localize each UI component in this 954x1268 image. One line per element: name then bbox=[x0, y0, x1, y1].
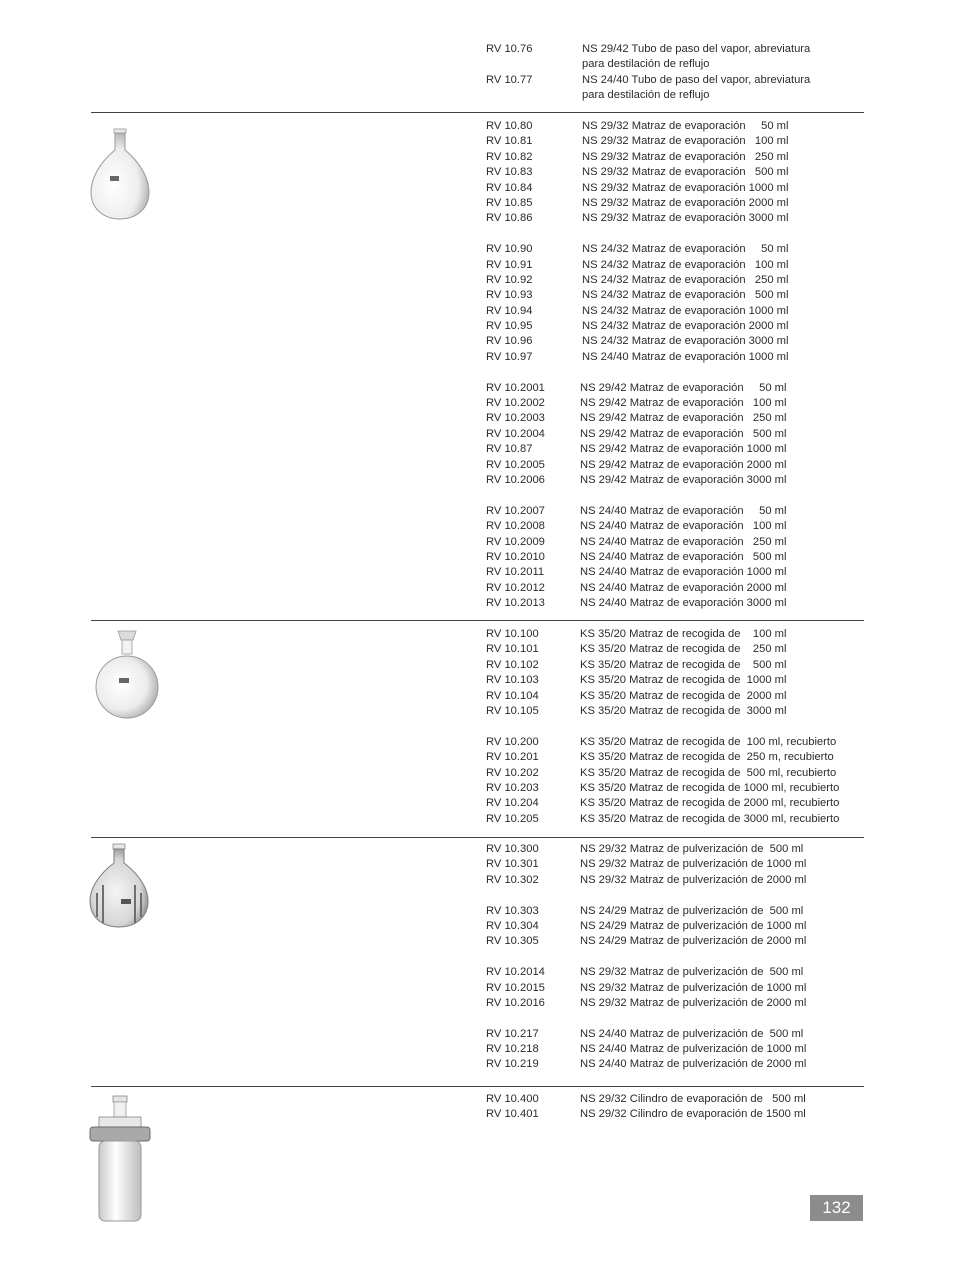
product-code: RV 10.302 bbox=[486, 873, 539, 886]
product-code: RV 10.91 bbox=[486, 258, 533, 271]
product-description: NS 29/42 Tubo de paso del vapor, abreviatura bbox=[582, 43, 811, 55]
product-row bbox=[486, 196, 866, 211]
group-spacer bbox=[486, 488, 866, 503]
product-code: RV 10.2013 bbox=[486, 597, 545, 610]
product-row bbox=[486, 965, 866, 980]
product-description: NS 24/40 Matraz de evaporación 250 ml bbox=[580, 535, 787, 548]
product-code: RV 10.305 bbox=[486, 935, 539, 948]
product-description: NS 29/42 Matraz de evaporación 100 ml bbox=[580, 397, 787, 410]
product-description: NS 24/40 Matraz de evaporación 3000 ml bbox=[580, 597, 787, 610]
product-row bbox=[486, 150, 866, 165]
product-row bbox=[486, 211, 866, 226]
product-description: KS 35/20 Matraz de recogida de 500 ml bbox=[580, 658, 787, 671]
product-description: NS 24/29 Matraz de pulverización de 1000 ml bbox=[580, 919, 807, 932]
product-description: NS 29/32 Matraz de evaporación 250 ml bbox=[582, 150, 789, 163]
divider bbox=[91, 112, 864, 113]
product-row bbox=[486, 258, 866, 273]
product-code: RV 10.205 bbox=[486, 812, 539, 825]
group-spacer bbox=[486, 1011, 866, 1026]
group-spacer bbox=[486, 227, 866, 242]
divider bbox=[91, 620, 864, 621]
product-description: NS 24/40 Matraz de evaporación 1000 ml bbox=[580, 566, 787, 579]
product-description: KS 35/20 Matraz de recogida de 3000 ml, recubierto bbox=[580, 812, 840, 825]
product-description: NS 29/42 Matraz de evaporación 1000 ml bbox=[580, 443, 787, 456]
product-code: RV 10.2001 bbox=[486, 381, 545, 394]
product-code: RV 10.95 bbox=[486, 320, 533, 333]
product-description: NS 29/32 Matraz de evaporación 2000 ml bbox=[582, 196, 789, 209]
product-row bbox=[486, 857, 866, 872]
product-description: para destilación de reflujo bbox=[582, 58, 710, 71]
product-code: RV 10.81 bbox=[486, 135, 533, 148]
product-row bbox=[486, 42, 866, 57]
product-row bbox=[486, 242, 866, 257]
product-row bbox=[486, 535, 866, 550]
product-row bbox=[486, 934, 866, 949]
product-row bbox=[486, 411, 866, 426]
product-code: RV 10.102 bbox=[486, 658, 539, 671]
product-list bbox=[486, 1092, 866, 1123]
product-description: NS 24/29 Matraz de pulverización de 500 ml bbox=[580, 904, 804, 917]
product-row bbox=[486, 689, 866, 704]
product-description: NS 24/32 Matraz de evaporación 2000 ml bbox=[582, 320, 789, 333]
product-row bbox=[486, 88, 866, 103]
product-row bbox=[486, 1057, 866, 1072]
product-code: RV 10.201 bbox=[486, 751, 539, 764]
product-row bbox=[486, 334, 866, 349]
powder-flask-icon bbox=[88, 843, 152, 934]
product-code: RV 10.105 bbox=[486, 704, 539, 717]
product-code: RV 10.200 bbox=[486, 735, 539, 748]
product-code: RV 10.84 bbox=[486, 181, 533, 194]
product-code: RV 10.85 bbox=[486, 196, 533, 209]
product-row bbox=[486, 873, 866, 888]
product-code: RV 10.401 bbox=[486, 1108, 539, 1121]
product-code: RV 10.94 bbox=[486, 304, 533, 317]
product-code: RV 10.2015 bbox=[486, 981, 545, 994]
product-description: NS 29/42 Matraz de evaporación 3000 ml bbox=[580, 473, 787, 486]
product-row bbox=[486, 165, 866, 180]
product-row bbox=[486, 519, 866, 534]
product-code: RV 10.83 bbox=[486, 166, 533, 179]
product-code: RV 10.104 bbox=[486, 689, 539, 702]
product-row bbox=[486, 442, 866, 457]
product-description: NS 24/32 Matraz de evaporación 1000 ml bbox=[582, 304, 789, 317]
product-code: RV 10.90 bbox=[486, 243, 533, 256]
product-code: RV 10.97 bbox=[486, 350, 533, 363]
product-code: RV 10.80 bbox=[486, 120, 533, 132]
product-code: RV 10.218 bbox=[486, 1043, 539, 1056]
group-spacer bbox=[486, 950, 866, 965]
product-code: RV 10.2007 bbox=[486, 504, 545, 517]
product-row bbox=[486, 658, 866, 673]
product-code: RV 10.77 bbox=[486, 73, 533, 86]
product-row bbox=[486, 981, 866, 996]
product-description: KS 35/20 Matraz de recogida de 500 ml, recubierto bbox=[580, 766, 837, 779]
product-code: RV 10.2009 bbox=[486, 535, 545, 548]
product-code: RV 10.86 bbox=[486, 212, 533, 225]
product-row bbox=[486, 735, 866, 750]
product-code: RV 10.219 bbox=[486, 1058, 539, 1071]
product-description: NS 29/42 Matraz de evaporación 250 ml bbox=[580, 412, 787, 425]
product-description: KS 35/20 Matraz de recogida de 3000 ml bbox=[580, 704, 787, 717]
product-description: NS 24/40 Matraz de pulverización de 1000 ml bbox=[580, 1043, 807, 1056]
product-description: NS 29/32 Matraz de evaporación 100 ml bbox=[582, 135, 789, 148]
product-code: RV 10.203 bbox=[486, 781, 539, 794]
product-description: KS 35/20 Matraz de recogida de 100 ml bbox=[580, 628, 787, 640]
product-description: NS 29/32 Matraz de evaporación 3000 ml bbox=[582, 212, 789, 225]
product-row bbox=[486, 565, 866, 580]
product-code: RV 10.2010 bbox=[486, 550, 545, 563]
product-row bbox=[486, 1092, 866, 1107]
product-list bbox=[486, 627, 866, 827]
product-code: RV 10.2011 bbox=[486, 566, 545, 579]
product-description: NS 29/32 Matraz de pulverización de 500 ml bbox=[580, 966, 804, 979]
product-description: NS 29/32 Matraz de pulverización de 2000 ml bbox=[580, 996, 807, 1009]
product-row bbox=[486, 288, 866, 303]
product-code: RV 10.2002 bbox=[486, 397, 545, 410]
product-description: NS 24/40 Matraz de evaporación 500 ml bbox=[580, 550, 787, 563]
receiving-flask-icon bbox=[94, 630, 160, 729]
product-row bbox=[486, 919, 866, 934]
group-spacer bbox=[486, 365, 866, 380]
evaporating-flask-icon bbox=[88, 128, 152, 227]
product-description: NS 24/32 Matraz de evaporación 3000 ml bbox=[582, 335, 789, 348]
product-code: RV 10.2012 bbox=[486, 581, 545, 594]
product-code: RV 10.303 bbox=[486, 904, 539, 917]
product-row bbox=[486, 57, 866, 72]
product-row bbox=[486, 781, 866, 796]
product-description: NS 24/40 Tubo de paso del vapor, abreviatura bbox=[582, 73, 811, 86]
product-row bbox=[486, 996, 866, 1011]
product-description: para destilación de reflujo bbox=[582, 89, 710, 102]
group-spacer bbox=[486, 888, 866, 903]
product-code: RV 10.2008 bbox=[486, 520, 545, 533]
product-row bbox=[486, 904, 866, 919]
product-code: RV 10.202 bbox=[486, 766, 539, 779]
product-list bbox=[486, 842, 866, 1073]
product-code: RV 10.103 bbox=[486, 674, 539, 687]
product-description: NS 24/32 Matraz de evaporación 500 ml bbox=[582, 289, 789, 302]
product-row bbox=[486, 766, 866, 781]
product-row bbox=[486, 473, 866, 488]
product-code: RV 10.76 bbox=[486, 43, 533, 55]
product-code: RV 10.2006 bbox=[486, 473, 545, 486]
product-description: KS 35/20 Matraz de recogida de 2000 ml bbox=[580, 689, 787, 702]
product-row bbox=[486, 1042, 866, 1057]
product-code: RV 10.304 bbox=[486, 919, 539, 932]
product-code: RV 10.2014 bbox=[486, 966, 545, 979]
product-code: RV 10.2004 bbox=[486, 427, 545, 440]
product-description: KS 35/20 Matraz de recogida de 1000 ml, recubierto bbox=[580, 781, 840, 794]
product-row bbox=[486, 704, 866, 719]
product-row bbox=[486, 1107, 866, 1122]
product-row bbox=[486, 504, 866, 519]
product-code: RV 10.2003 bbox=[486, 412, 545, 425]
product-description: NS 24/32 Matraz de evaporación 50 ml bbox=[582, 243, 789, 256]
product-code: RV 10.100 bbox=[486, 628, 539, 640]
product-row bbox=[486, 381, 866, 396]
product-description: KS 35/20 Matraz de recogida de 250 ml bbox=[580, 643, 787, 656]
product-description: NS 24/40 Matraz de evaporación 50 ml bbox=[580, 504, 787, 517]
product-code: RV 10.2016 bbox=[486, 996, 545, 1009]
product-code: RV 10.400 bbox=[486, 1093, 539, 1105]
product-code: RV 10.101 bbox=[486, 643, 539, 656]
product-row bbox=[486, 73, 866, 88]
product-row bbox=[486, 119, 866, 134]
product-row bbox=[486, 596, 866, 611]
product-description: NS 24/32 Matraz de evaporación 100 ml bbox=[582, 258, 789, 271]
product-row bbox=[486, 396, 866, 411]
product-code: RV 10.96 bbox=[486, 335, 533, 348]
product-code: RV 10.87 bbox=[486, 443, 533, 456]
divider bbox=[91, 1086, 864, 1087]
product-description: NS 29/42 Matraz de evaporación 50 ml bbox=[580, 381, 787, 394]
product-code: RV 10.82 bbox=[486, 150, 533, 163]
product-description: NS 29/32 Matraz de evaporación 1000 ml bbox=[582, 181, 789, 194]
product-description: NS 24/40 Matraz de evaporación 1000 ml bbox=[582, 350, 789, 363]
product-description: NS 29/32 Matraz de pulverización de 500 ml bbox=[580, 843, 804, 855]
product-row bbox=[486, 427, 866, 442]
product-row bbox=[486, 673, 866, 688]
product-row bbox=[486, 181, 866, 196]
product-row bbox=[486, 273, 866, 288]
product-description: NS 29/32 Matraz de pulverización de 1000 ml bbox=[580, 858, 807, 871]
product-code: RV 10.2005 bbox=[486, 458, 545, 471]
product-row bbox=[486, 842, 866, 857]
product-row bbox=[486, 581, 866, 596]
product-description: NS 24/40 Matraz de pulverización de 500 ml bbox=[580, 1027, 804, 1040]
product-row bbox=[486, 812, 866, 827]
product-description: NS 24/32 Matraz de evaporación 250 ml bbox=[582, 273, 789, 286]
product-list bbox=[486, 42, 866, 104]
product-row bbox=[486, 304, 866, 319]
product-description: KS 35/20 Matraz de recogida de 1000 ml bbox=[580, 674, 787, 687]
product-code: RV 10.301 bbox=[486, 858, 539, 871]
product-row bbox=[486, 750, 866, 765]
product-description: NS 29/42 Matraz de evaporación 2000 ml bbox=[580, 458, 787, 471]
product-description: KS 35/20 Matraz de recogida de 250 m, recubierto bbox=[580, 751, 834, 764]
group-spacer bbox=[486, 719, 866, 734]
product-code: RV 10.92 bbox=[486, 273, 533, 286]
product-description: NS 24/40 Matraz de evaporación 100 ml bbox=[580, 520, 787, 533]
product-list bbox=[486, 119, 866, 612]
product-description: NS 29/32 Cilindro de evaporación de 1500 ml bbox=[580, 1108, 806, 1121]
product-row bbox=[486, 1027, 866, 1042]
product-description: NS 29/42 Matraz de evaporación 500 ml bbox=[580, 427, 787, 440]
product-row bbox=[486, 134, 866, 149]
product-description: NS 29/32 Matraz de evaporación 500 ml bbox=[582, 166, 789, 179]
product-description: NS 24/40 Matraz de pulverización de 2000 ml bbox=[580, 1058, 807, 1071]
product-description: NS 24/40 Matraz de evaporación 2000 ml bbox=[580, 581, 787, 594]
product-description: NS 29/32 Matraz de pulverización de 1000 ml bbox=[580, 981, 807, 994]
product-row bbox=[486, 550, 866, 565]
product-row bbox=[486, 319, 866, 334]
product-code: RV 10.300 bbox=[486, 843, 539, 855]
product-row bbox=[486, 350, 866, 365]
page-number: 132 bbox=[810, 1195, 863, 1221]
product-code: RV 10.93 bbox=[486, 289, 533, 302]
product-description: NS 29/32 Matraz de evaporación 50 ml bbox=[582, 120, 789, 132]
product-row bbox=[486, 627, 866, 642]
product-row bbox=[486, 458, 866, 473]
product-code: RV 10.217 bbox=[486, 1027, 539, 1040]
product-code: RV 10.204 bbox=[486, 797, 539, 810]
divider bbox=[91, 837, 864, 838]
product-description: NS 29/32 Cilindro de evaporación de 500 ml bbox=[580, 1093, 806, 1105]
product-row bbox=[486, 642, 866, 657]
product-description: NS 29/32 Matraz de pulverización de 2000 ml bbox=[580, 873, 807, 886]
product-description: KS 35/20 Matraz de recogida de 100 ml, recubierto bbox=[580, 735, 837, 748]
product-description: NS 24/29 Matraz de pulverización de 2000 ml bbox=[580, 935, 807, 948]
product-description: KS 35/20 Matraz de recogida de 2000 ml, recubierto bbox=[580, 797, 840, 810]
product-row bbox=[486, 796, 866, 811]
evaporation-cylinder-icon bbox=[86, 1095, 156, 1232]
